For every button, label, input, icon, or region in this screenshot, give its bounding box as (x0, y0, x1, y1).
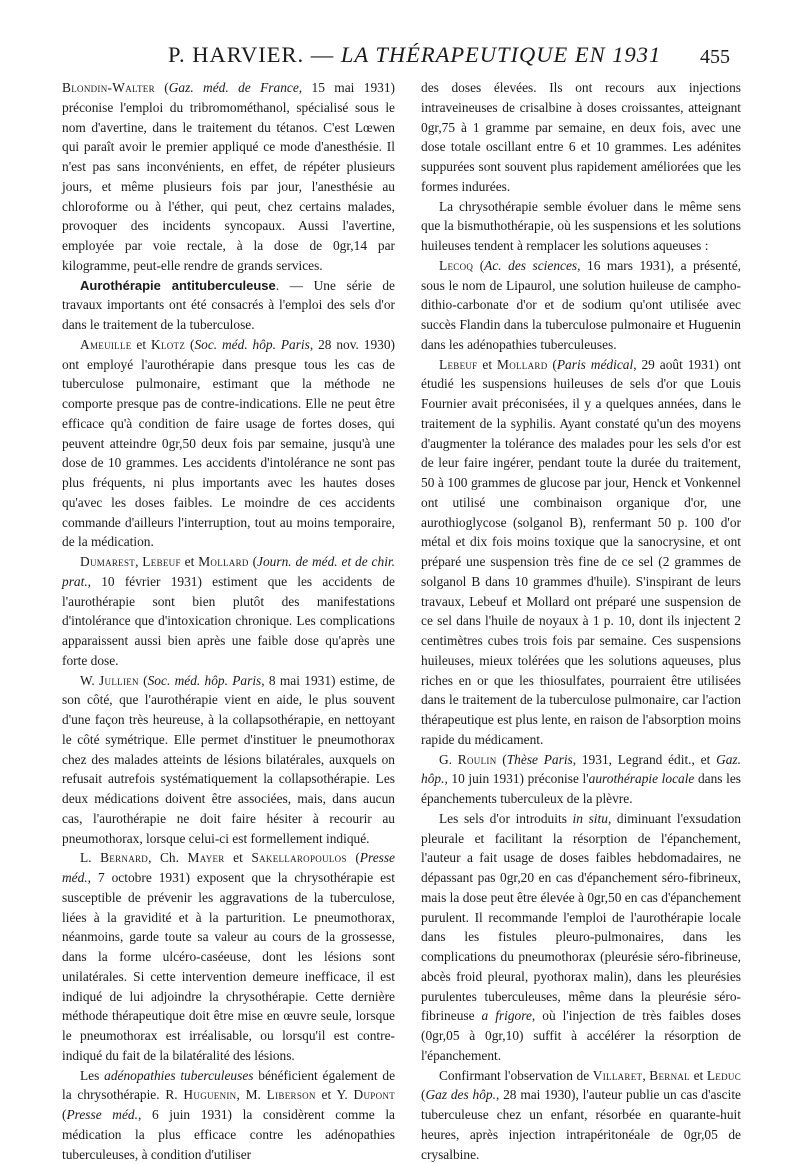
body-text: et (477, 357, 497, 372)
body-text: bénéficient également de la chrysothérapie. R. (62, 1068, 395, 1103)
body-text: dans les épanchements tuberculeux de la plèvre. (421, 771, 741, 806)
paragraph (62, 78, 395, 276)
citation-text: in situ (573, 811, 608, 826)
author-name: Lebeuf (439, 357, 477, 372)
body-text: ( (139, 673, 148, 688)
body-text: W. (80, 673, 99, 688)
body-text: des doses élevées. Ils ont recours aux injections intraveineuses de crisalbine à doses croissantes, atteignant 0gr,75 à 1 gramme par semaine, en deux fois, avec une dose totale oscillant entre 6 et 10 grammes. Les adénites suppurées sont souvent plus rapidement améliorées que les formes indurées. (421, 80, 741, 194)
author-name: Mayer (188, 850, 225, 865)
citation-text: Gaz des hôp. (425, 1087, 495, 1102)
body-text: Les sels d'or introduits (439, 811, 573, 826)
paragraph (421, 1066, 741, 1164)
body-text: , M. (236, 1087, 266, 1102)
running-title-work: LA THÉRAPEUTIQUE EN 1931 (341, 42, 661, 67)
paragraph (62, 1066, 395, 1164)
citation-text: Soc. méd. hôp. Paris (148, 673, 262, 688)
body-text: et (690, 1068, 707, 1083)
citation-text: Thèse Paris (507, 752, 573, 767)
body-text: ( (62, 1107, 66, 1122)
right-text-column (421, 78, 741, 1164)
left-text-column (62, 78, 395, 1164)
author-name: Bernard (100, 850, 148, 865)
paragraph (421, 197, 741, 256)
body-text: , 8 mai 1931) estime, de son côté, que l'aurothérapie vient en aide, le plus souvent d'une façon très heureuse, à la collapsothérapie, en nettoyant le côté symétrique. Elle permet d'instituer le pneumothorax chez des malades atteints de lésions bilatérales, auxquels on refusait autrefois systématiquement la collapsothérapie. Les deux médications doivent être associées, mais, dans aucun cas, l'aurothérapie ne doit faire hésiter à recourir au pneumothorax, lorsque celui-ci est formellement indiqué. (62, 673, 395, 846)
citation-text: Paris médical (557, 357, 633, 372)
author-name: Dumarest (80, 554, 135, 569)
body-text: , 15 mai 1931) préconise l'emploi du tribromométhanol, spécialisé sous le nom d'avertine, dans le traitement du tétanos. C'est Lœwen qui paraît avoir le premier appliqué ce mode d'anesthésie. Il n'est pas sans inconvénients, en effet, de répéter plusieurs jours, et même plusieurs fois par jour, l'anesthésie au chloroforme ou à l'éther, qui peut, chez certains malades, provoquer des incidents syncopaux. Aussi l'avertine, employée par voie rectale, à la dose de 0gr,14 par kilogramme, peut-elle rendre de grands services. (62, 80, 395, 273)
body-text: , 28 mai 1930), l'auteur publie un cas d'ascite tuberculeuse chez un enfant, résorbée en quarante-huit heures, après injection intrapéritonéale de 0gr,05 de crysalbine. (421, 1087, 741, 1161)
body-text: , 28 nov. 1930) ont employé l'aurothérapie dans presque tous les cas de tuberculose pulmonaire, estimant que la méthode ne comporte presque pas de contre-indications. Elle ne peut être efficace qu'à condition de faire usage de fortes doses, qui peuvent atteindre 0gr,50 deux fois par semaine, jusqu'à une dose de 10 grammes. Les accidents d'intolérance ne sont pas plus fréquents, ni plus importants avec les hautes doses qu'avec les doses faibles. Le moindre de ces accidents commande d'ailleurs l'interruption, tout au moins temporaire, de la médication. (62, 337, 395, 550)
author-name: Lebeuf (142, 554, 180, 569)
body-text: . — Une série de travaux importants ont été consacrés à l'emploi des sels d'or dans le traitement de la tuberculose. (62, 278, 395, 333)
body-text: Les (80, 1068, 104, 1083)
citation-text: Journ. de méd. et de chir. prat. (62, 554, 395, 589)
author-name: Blondin-Walter (62, 80, 155, 95)
paragraph (62, 671, 395, 849)
body-text: , où l'injection de très faibles doses (0gr,05 à 0gr,10) suffit à accélérer la résorption de l'épanchement. (421, 1008, 741, 1063)
body-text: et (225, 850, 252, 865)
body-text: G. (439, 752, 458, 767)
body-text: ( (347, 850, 360, 865)
body-text: ( (155, 80, 169, 95)
paragraph (421, 78, 741, 197)
author-name: Jullien (99, 673, 139, 688)
citation-text: Ac. des sciences (484, 258, 577, 273)
body-text: ( (249, 554, 257, 569)
paragraph (62, 276, 395, 335)
body-text: ( (421, 1087, 425, 1102)
citation-text: a frigore (482, 1008, 532, 1023)
author-name: Roulin (458, 752, 497, 767)
body-text: , Ch. (148, 850, 187, 865)
paragraph (421, 809, 741, 1066)
running-title-author: P. HARVIER. — (168, 42, 334, 67)
body-text: ( (497, 752, 507, 767)
page-number: 455 (700, 46, 730, 69)
body-text: , 10 février 1931) estiment que les accidents de l'aurothérapie sont bien plutôt des manifestations d'intolérance que d'intoxication chronique. Les complications apparaissent aussi bien après une faible dose qu'après une forte dose. (62, 574, 395, 668)
citation-text: Presse méd. (66, 1107, 138, 1122)
author-name: Lecoq (439, 258, 473, 273)
citation-text: Gaz. méd. de France (169, 80, 299, 95)
author-name: Mollard (198, 554, 249, 569)
citation-text: aurothérapie locale (589, 771, 695, 786)
page-header (0, 40, 800, 80)
paragraph (62, 552, 395, 671)
author-name: Sakellaropoulos (251, 850, 346, 865)
body-text: La chrysothérapie semble évoluer dans le même sens que la bismuthothérapie, où les suspensions et les solutions huileuses tendent à remplacer les solutions aqueuses : (421, 199, 741, 254)
body-text: , 6 juin 1931) la considèrent comme la médication la plus efficace contre les adénopathies tuberculeuses, à condition d'utiliser (62, 1107, 395, 1162)
section-heading: Aurothérapie antituberculeuse (80, 278, 276, 293)
paragraph (421, 256, 741, 355)
author-name: Leduc (707, 1068, 741, 1083)
body-text: ( (473, 258, 484, 273)
body-text: , 7 octobre 1931) exposent que la chrysothérapie est susceptible de prévenir les aggravations de la tuberculose, liées à la gravidité et à la parturition. Le pneumothorax, néanmoins, garde toute sa valeur au cours de la grossesse, dans la forme ulcéro-caséeuse, dont les lésions sont unilatérales. Si cette intervention demeure inefficace, il est indiqué de lui adjoindre la chrysothérapie. Cette dernière méthode thérapeutique doit être mise en œuvre seule, lorsque le pneumothorax est irréalisable, ou lorsqu'il est contre-indiqué du fait de la bilatéralité des lésions. (62, 870, 395, 1063)
body-text: et Y. (316, 1087, 354, 1102)
body-text: , 10 juin 1931) préconise l' (444, 771, 588, 786)
body-text: , (642, 1068, 649, 1083)
citation-text: Gaz. hôp. (421, 752, 741, 787)
paragraph (62, 848, 395, 1065)
citation-text: Presse méd. (62, 850, 395, 885)
body-text: , 16 mars 1931), a présenté, sous le nom de Lipaurol, une solution huileuse de campho-dithio-carbonate d'or et de sodium qu'ont utilisée avec succès Flandin dans la tuberculose pulmonaire et Huguenin dans les adénopathies tuberculeuses. (421, 258, 741, 352)
author-name: Huguenin (183, 1087, 236, 1102)
paragraph (62, 335, 395, 552)
body-text: ( (185, 337, 194, 352)
body-text: Confirmant l'observation de (439, 1068, 593, 1083)
body-text: et (132, 337, 151, 352)
author-name: Bernal (649, 1068, 690, 1083)
author-name: Mollard (497, 357, 548, 372)
body-text: , diminuant l'exsudation pleurale et facilitant la résorption de l'épanchement, l'auteur a fait usage de doses faibles hebdomadaires, ne dépassant pas 0gr,20 en cas d'épanchement séro-fibrineux, mais la dose peut être élevée à 0gr,50 en cas d'épanchement purulent. Il recommande l'emploi de l'aurothérapie locale dans les fistules pleuro-pulmonaires, dans les complications du pneumothorax (pleurésie séro-fibrineuse, abcès froid pleural, pyothorax malin), dans les pleurésies purulentes tuberculeuses, même dans la pleurésie séro-fibrineuse (421, 811, 741, 1024)
paragraph (421, 355, 741, 750)
citation-text: Soc. méd. hôp. Paris (194, 337, 309, 352)
body-text: , (135, 554, 142, 569)
paragraph (421, 750, 741, 809)
author-name: Klotz (151, 337, 185, 352)
author-name: Villaret (593, 1068, 643, 1083)
author-name: Dupont (354, 1087, 395, 1102)
body-text: ( (548, 357, 557, 372)
author-name: Liberson (267, 1087, 316, 1102)
body-text: , 29 août 1931) ont étudié les suspensions huileuses de sels d'or que Louis Fournier avait préconisées, il y a quelques années, dans le traitement de la syphilis. Ayant constaté qu'un des moyens d'augmenter la tolérance des malades pour les sels d'or est de leur faire ingérer, pendant toute la durée du traitement, 50 à 100 grammes de glucose par jour, Henck et Vonkennel ont utilisé une combinaison organique d'or, une aurothioglycose (solganol B), renfermant 50 p. 100 d'or métal et dix fois moins toxique que la sanocrysine, et ont préparé une suspension très fine de ce sel (2 grammes de solganol B dans 10 grammes d'huile). S'inspirant de leurs travaux, Lebeuf et Mollard ont préparé une suspension de ce sel dans l'huile de noyaux à 1 p. 10, dont ils injectent 2 centimètres cubes trois fois par semaine. Ces suspensions huileuses, mieux tolérées que les solutions aqueuses, plus riches en or que les thiosulfates, pourraient être utilisées dans le traitement de la tuberculose pulmonaire, car l'action thérapeutique est plus lente, en raison de l'absorption moins rapide du médicament. (421, 357, 741, 747)
author-name: Ameuille (80, 337, 132, 352)
body-text: , 1931, Legrand édit., et (573, 752, 716, 767)
running-title (168, 42, 661, 68)
body-text: L. (80, 850, 100, 865)
body-text: et (181, 554, 198, 569)
citation-text: adénopathies tuberculeuses (104, 1068, 253, 1083)
